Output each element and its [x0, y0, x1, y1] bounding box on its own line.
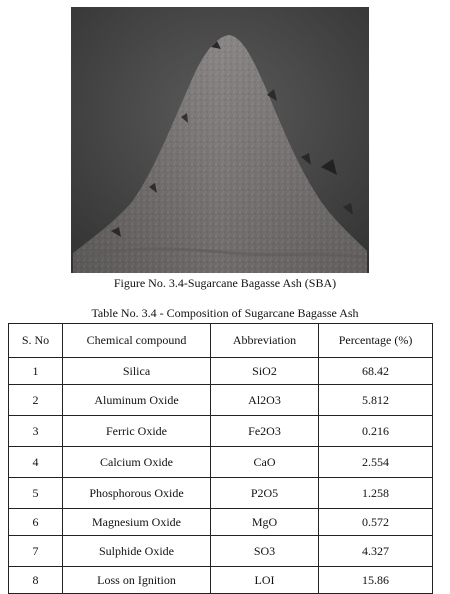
cell-abbreviation: Fe2O3	[211, 416, 319, 447]
table-row	[9, 478, 433, 509]
table-row	[9, 567, 433, 594]
cell-percentage: 5.812	[319, 385, 433, 416]
cell-sno: 5	[9, 478, 63, 509]
cell-percentage: 0.216	[319, 416, 433, 447]
cell-percentage: 0.572	[319, 509, 433, 536]
cell-percentage: 1.258	[319, 478, 433, 509]
cell-sno: 8	[9, 567, 63, 594]
cell-compound: Aluminum Oxide	[63, 385, 211, 416]
header-sno: S. No	[9, 324, 63, 358]
cell-percentage: 68.42	[319, 358, 433, 385]
cell-sno: 2	[9, 385, 63, 416]
header-abbreviation: Abbreviation	[211, 324, 319, 358]
sugarcane-bagasse-ash-photo	[71, 7, 369, 273]
cell-sno: 6	[9, 509, 63, 536]
cell-abbreviation: P2O5	[211, 478, 319, 509]
cell-compound: Calcium Oxide	[63, 447, 211, 478]
composition-table	[8, 323, 433, 594]
table-row	[9, 509, 433, 536]
ash-pile-illustration	[71, 7, 369, 273]
cell-abbreviation: SiO2	[211, 358, 319, 385]
header-chemical-compound: Chemical compound	[63, 324, 211, 358]
header-percentage: Percentage (%)	[319, 324, 433, 358]
table-row	[9, 358, 433, 385]
cell-percentage: 15.86	[319, 567, 433, 594]
cell-abbreviation: LOI	[211, 567, 319, 594]
cell-percentage: 2.554	[319, 447, 433, 478]
cell-sno: 3	[9, 416, 63, 447]
cell-abbreviation: Al2O3	[211, 385, 319, 416]
cell-abbreviation: CaO	[211, 447, 319, 478]
table-row	[9, 416, 433, 447]
figure-caption: Figure No. 3.4-Sugarcane Bagasse Ash (SBA)	[113, 276, 337, 290]
cell-compound: Silica	[63, 358, 211, 385]
cell-abbreviation: MgO	[211, 509, 319, 536]
cell-sno: 7	[9, 536, 63, 567]
table-row	[9, 447, 433, 478]
cell-compound: Loss on Ignition	[63, 567, 211, 594]
cell-percentage: 4.327	[319, 536, 433, 567]
cell-compound: Ferric Oxide	[63, 416, 211, 447]
cell-compound: Sulphide Oxide	[63, 536, 211, 567]
cell-compound: Magnesium Oxide	[63, 509, 211, 536]
cell-compound: Phosphorous Oxide	[63, 478, 211, 509]
cell-abbreviation: SO3	[211, 536, 319, 567]
cell-sno: 4	[9, 447, 63, 478]
table-caption: Table No. 3.4 - Composition of Sugarcane Bagasse Ash	[91, 306, 359, 320]
table-row	[9, 385, 433, 416]
cell-sno: 1	[9, 358, 63, 385]
table-header-row	[9, 324, 433, 358]
table-row	[9, 536, 433, 567]
